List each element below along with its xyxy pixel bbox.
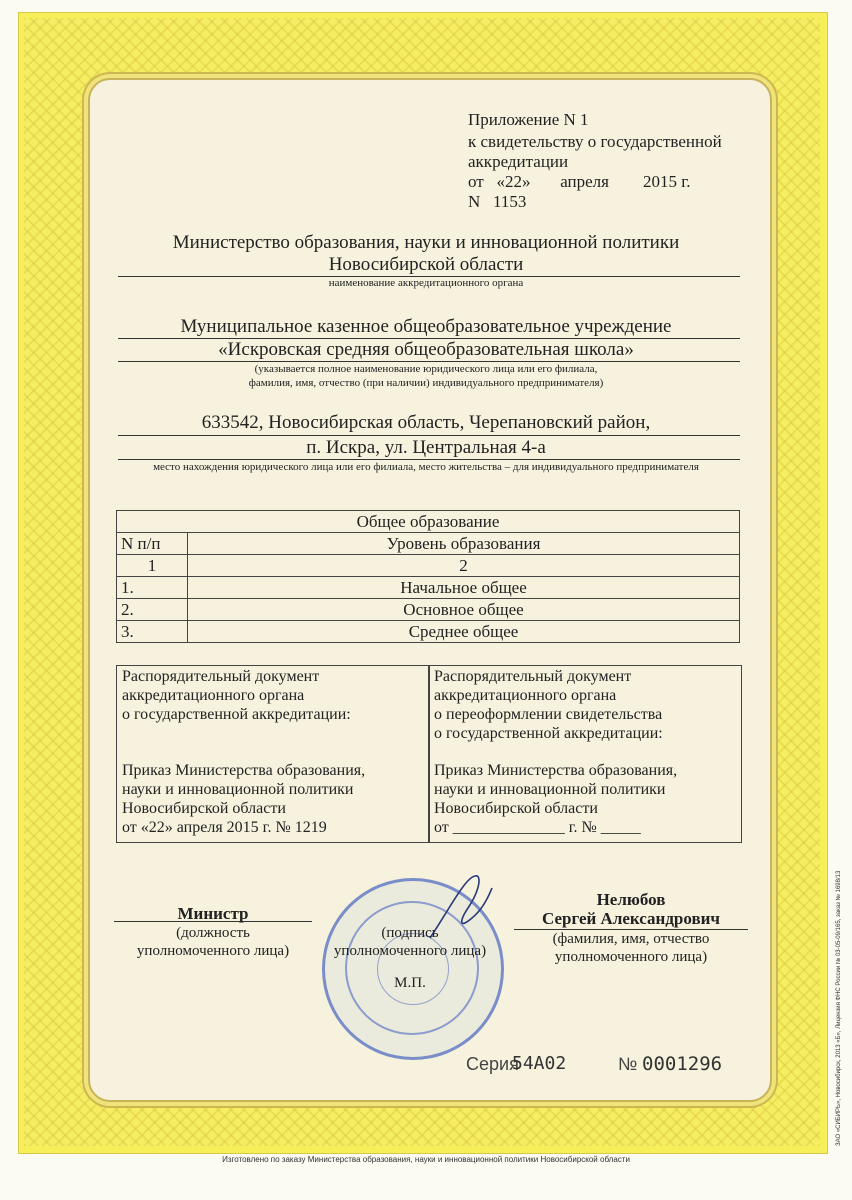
institution-name-line2: «Искровская средняя общеобразовательная школа»: [218, 339, 634, 360]
left-doc-body4: от «22» апреля 2015 г. № 1219: [122, 819, 327, 836]
organ-caption: наименование аккредитационного органа: [328, 277, 524, 289]
series-label: Серия: [466, 1054, 519, 1074]
address-underline1: [118, 435, 740, 436]
right-doc-heading3: о переоформлении свидетельства: [434, 706, 663, 723]
table-header-level: Уровень образования: [188, 533, 740, 555]
right-doc-heading4: о государственной аккредитации:: [434, 725, 663, 742]
signature-caption2: уполномоченного лица): [333, 943, 487, 959]
printer-imprint: ЗАО «СИБИРЬ», Новосибирск, 2013 «Б», Лицензия ФНС России № 03-05-09/165, заказ № 1698/13: [836, 870, 842, 1146]
row-number: 1.: [117, 577, 188, 599]
series-value: 54А02: [512, 1053, 567, 1074]
appendix-cert-number: N 1153: [468, 192, 527, 211]
address-line1: 633542, Новосибирская область, Черепановский район,: [201, 412, 651, 433]
number-value: 0001296: [642, 1053, 723, 1075]
right-doc-body2: науки и инновационной политики: [434, 781, 666, 798]
right-doc-heading2: аккредитационного органа: [434, 687, 617, 704]
right-doc-body4: от ______________ г. № _____: [434, 819, 641, 836]
appendix-ref: к свидетельству о государственной: [468, 132, 722, 151]
institution-underline2: [118, 361, 740, 362]
position-caption1: (должность: [176, 925, 250, 941]
table-row: [117, 577, 740, 599]
table-row: [117, 621, 740, 643]
table-col-index-1: 1: [117, 555, 188, 577]
row-level: Начальное общее: [188, 577, 740, 599]
row-number: 3.: [117, 621, 188, 643]
address-underline2: [118, 459, 740, 460]
signature-caption1: (подпись: [381, 925, 439, 941]
appendix-accreditation: аккредитации: [468, 152, 569, 171]
row-level: Среднее общее: [188, 621, 740, 643]
footer-imprint: Изготовлено по заказу Министерства образования, науки и инновационной политики Новосибирской области: [222, 1155, 630, 1164]
left-doc-body2: науки и инновационной политики: [122, 781, 354, 798]
institution-caption2: фамилия, имя, отчество (при наличии) индивидуального предпринимателя): [248, 377, 604, 389]
appendix-number: Приложение N 1: [468, 110, 589, 129]
institution-caption1: (указывается полное наименование юридического лица или его филиала,: [254, 363, 598, 375]
organ-name-line1: Министерство образования, науки и инновационной политики: [172, 232, 680, 253]
left-doc-heading2: аккредитационного органа: [122, 687, 305, 704]
name-caption2: уполномоченного лица): [554, 949, 708, 965]
row-number: 2.: [117, 599, 188, 621]
table-row: [117, 599, 740, 621]
organ-name-line2: Новосибирской области: [328, 254, 524, 275]
number-label: №: [618, 1054, 638, 1074]
signer-surname: Нелюбов: [596, 890, 666, 909]
address-line2: п. Искра, ул. Центральная 4-а: [306, 437, 546, 458]
table-col-index-2: 2: [188, 555, 740, 577]
left-doc-body1: Приказ Министерства образования,: [122, 762, 366, 779]
table-header-number: N п/п: [117, 533, 188, 555]
left-doc-heading3: о государственной аккредитации:: [122, 706, 351, 723]
right-doc-body1: Приказ Министерства образования,: [434, 762, 678, 779]
row-level: Основное общее: [188, 599, 740, 621]
right-doc-body3: Новосибирской области: [434, 800, 598, 817]
left-doc-heading1: Распорядительный документ: [122, 668, 320, 685]
address-caption: место нахождения юридического лица или его филиала, место жительства – для индивидуального предпринимателя: [153, 461, 699, 473]
institution-name-line1: Муниципальное казенное общеобразовательное учреждение: [180, 316, 672, 337]
appendix-date: от «22» апреля 2015 г.: [468, 172, 691, 191]
seal-place-mark: М.П.: [394, 975, 426, 991]
name-caption1: (фамилия, имя, отчество: [552, 931, 710, 947]
signer-position: Министр: [177, 904, 249, 923]
right-doc-heading1: Распорядительный документ: [434, 668, 632, 685]
table-title: Общее образование: [117, 511, 740, 533]
name-underline: [514, 929, 748, 930]
signer-given-names: Сергей Александрович: [541, 909, 721, 928]
education-levels-table: [116, 510, 740, 643]
position-caption2: уполномоченного лица): [136, 943, 290, 959]
left-doc-body3: Новосибирской области: [122, 800, 286, 817]
